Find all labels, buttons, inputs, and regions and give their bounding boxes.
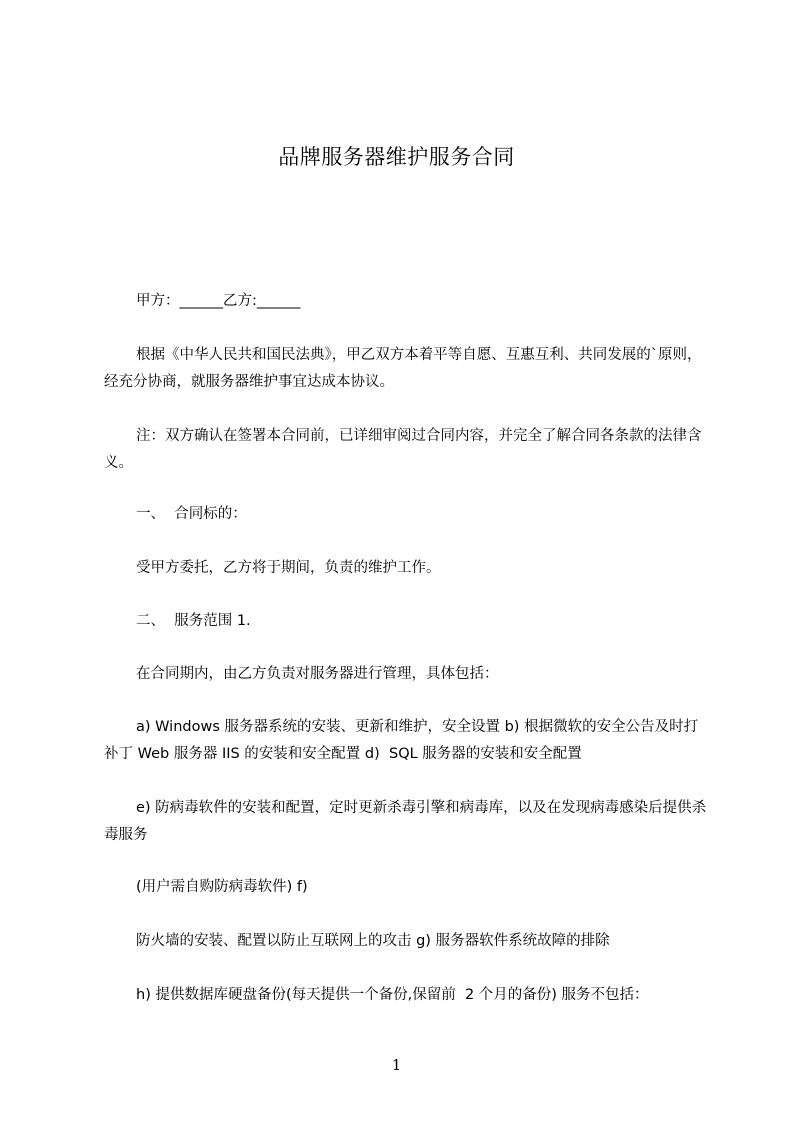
section-2-intro: 在合同期内，由乙方负责对服务器进行管理，具体包括：	[136, 666, 499, 682]
section-1-heading: 一、 合同标的：	[136, 506, 247, 522]
service-items-a-d: a) Windows 服务器系统的安装、更新和维护，安全设置 b) 根据微软的安全公告及时打补丁 Web 服务器 IIS 的安装和安全配置 d) SQL 服务器的安装和安全配置	[104, 719, 699, 762]
service-item-e-note: (用户需自购防病毒软件) f)	[136, 879, 308, 895]
service-item-h: h) 提供数据库硬盘备份(每天提供一个备份,保留前 2 个月的备份) 服务不包括：	[136, 987, 649, 1003]
document-title: 品牌服务器维护服务合同	[278, 145, 515, 169]
section-2-heading: 二、 服务范围 1.	[136, 613, 251, 629]
page-number: 1	[391, 1056, 402, 1074]
service-item-e: e) 防病毒软件的安装和配置，定时更新杀毒引擎和病毒库，以及在发现病毒感染后提供杀毒服务	[104, 800, 707, 843]
service-items-f-g: 防火墙的安装、配置以防止互联网上的攻击 g) 服务器软件系统故障的排除	[136, 933, 610, 949]
parties-line: 甲方：______乙方:______	[136, 293, 301, 309]
basis-paragraph: 根据《中华人民共和国民法典》，甲乙双方本着平等自愿、互惠互利、共同发展的`原则，经充分协商，就服务器维护事宜达成本协议。	[104, 347, 702, 390]
section-1-body: 受甲方委托，乙方将于期间，负责的维护工作。	[136, 560, 441, 576]
note-paragraph: 注：双方确认在签署本合同前，已详细审阅过合同内容，并完全了解合同各条款的法律含义。	[104, 428, 702, 471]
